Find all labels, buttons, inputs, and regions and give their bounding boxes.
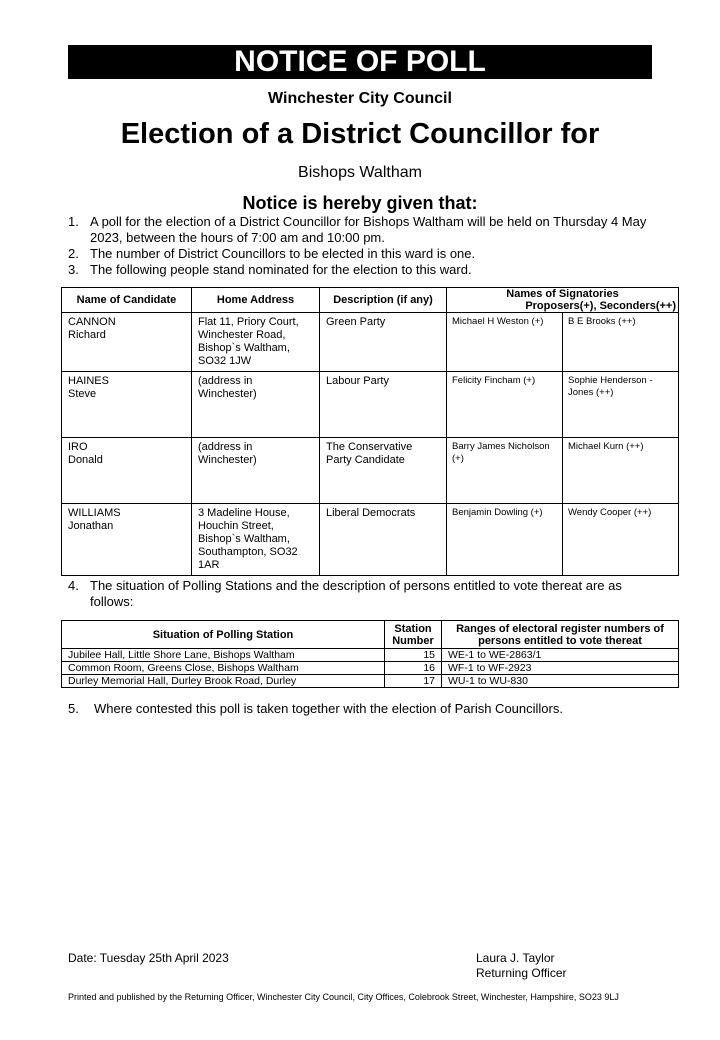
seconder: Wendy Cooper (++) [563, 504, 679, 576]
description-line: The Conservative [326, 441, 413, 453]
address-line: Flat 11, Priory Court, [198, 316, 299, 328]
table-row [62, 372, 679, 438]
item-number: 3. [68, 262, 79, 277]
notice-item-4 [68, 578, 658, 610]
station-range: WU-1 to WU-830 [442, 675, 679, 688]
description-line: Liberal Democrats [326, 507, 416, 519]
header-station-number [385, 621, 442, 649]
candidate-forename: Richard [68, 329, 106, 341]
header-ranges-line2: persons entitled to vote thereat [478, 634, 642, 647]
signer-block [476, 951, 567, 981]
signer-title: Returning Officer [476, 966, 567, 980]
station-number: 17 [385, 675, 442, 688]
proposer: Benjamin Dowling (+) [447, 504, 563, 576]
address-line: Bishop`s Waltham, [198, 342, 290, 354]
election-title: Election of a District Councillor for [120, 118, 600, 150]
station-range: WE-1 to WE-2863/1 [442, 649, 679, 662]
address-line: Houchin Street, [198, 520, 274, 532]
notice-item-5 [68, 701, 668, 717]
item-number: 5. [68, 701, 79, 716]
notice-item [68, 214, 658, 246]
candidate-name [62, 313, 192, 372]
table-header-row [62, 621, 679, 649]
item-number: 2. [68, 246, 79, 261]
candidate-description [320, 372, 447, 438]
address-line: Bishop`s Waltham, [198, 533, 290, 545]
address-line: SO32 1JW [198, 355, 252, 367]
notice-items [68, 214, 658, 278]
candidate-address [192, 313, 320, 372]
description-line: Green Party [326, 316, 386, 328]
address-line: Winchester Road, [198, 329, 286, 341]
candidates-table [61, 287, 679, 576]
candidate-name [62, 372, 192, 438]
seconder: Sophie Henderson - Jones (++) [563, 372, 679, 438]
proposer: Felicity Fincham (+) [447, 372, 563, 438]
header-ranges [442, 621, 679, 649]
item-text: The situation of Polling Stations and the description of persons entitled to vote thereat are as follows: [90, 578, 622, 609]
candidate-description [320, 438, 447, 504]
notice-item [68, 246, 658, 262]
candidate-description [320, 504, 447, 576]
header-number-line1: Station [394, 622, 432, 635]
header-description: Description (if any) [320, 288, 447, 313]
item-number: 1. [68, 214, 79, 229]
table-row [62, 662, 679, 675]
header-name: Name of Candidate [62, 288, 192, 313]
candidate-surname: IRO [68, 441, 88, 453]
ward-name: Bishops Waltham [298, 164, 422, 181]
candidate-forename: Jonathan [68, 520, 114, 532]
station-situation: Durley Memorial Hall, Durley Brook Road, Durley [62, 675, 385, 688]
address-line: (address in [198, 441, 253, 453]
council-name: Winchester City Council [268, 90, 452, 107]
table-row [62, 649, 679, 662]
candidate-address [192, 372, 320, 438]
header-signatories-line1: Names of Signatories [506, 288, 619, 300]
proposer: Barry James Nicholson (+) [447, 438, 563, 504]
table-row [62, 504, 679, 576]
table-row [62, 675, 679, 688]
description-line: Party Candidate [326, 454, 405, 466]
header-address: Home Address [192, 288, 320, 313]
candidate-name [62, 504, 192, 576]
seconder: B E Brooks (++) [563, 313, 679, 372]
address-line: Winchester) [198, 388, 257, 400]
address-line: (address in [198, 375, 253, 387]
header-number-line2: Number [392, 634, 434, 647]
table-row [62, 313, 679, 372]
station-range: WF-1 to WF-2923 [442, 662, 679, 675]
notice-banner: NOTICE OF POLL [68, 45, 652, 79]
header-situation: Situation of Polling Station [62, 621, 385, 649]
item-text: Where contested this poll is taken together with the election of Parish Councillors. [94, 701, 563, 716]
item-text: The number of District Councillors to be elected in this ward is one. [90, 246, 476, 261]
address-line: Southampton, SO32 [198, 546, 298, 558]
station-situation: Jubilee Hall, Little Shore Lane, Bishops Waltham [62, 649, 385, 662]
item-text: The following people stand nominated for the election to this ward. [90, 262, 472, 277]
imprint-footer: Printed and published by the Returning Officer, Winchester City Council, City Offices, Colebrook Street, Winchester, Hampshire, SO23 9LJ [68, 992, 619, 1002]
table-header-row [62, 288, 679, 313]
notice-heading: Notice is hereby given that: [242, 193, 478, 213]
candidate-name [62, 438, 192, 504]
header-signatories [447, 288, 679, 313]
address-line: 3 Madeline House, [198, 507, 290, 519]
candidate-description [320, 313, 447, 372]
station-situation: Common Room, Greens Close, Bishops Waltham [62, 662, 385, 675]
header-ranges-line1: Ranges of electoral register numbers of [456, 622, 664, 635]
address-line: Winchester) [198, 454, 257, 466]
item-number: 4. [68, 578, 79, 593]
candidate-address [192, 438, 320, 504]
candidate-forename: Steve [68, 388, 97, 400]
candidate-forename: Donald [68, 454, 103, 466]
header-signatories-line2: Proposers(+), Seconders(++) [525, 300, 677, 312]
candidate-surname: WILLIAMS [68, 507, 121, 519]
station-number: 15 [385, 649, 442, 662]
candidate-surname: HAINES [68, 375, 109, 387]
seconder: Michael Kurn (++) [563, 438, 679, 504]
description-line: Labour Party [326, 375, 389, 387]
item-text: A poll for the election of a District Councillor for Bishops Waltham will be held on Thursday 4 May 2023, between the hours of 7:00 am and 10:00 pm. [90, 214, 647, 245]
candidate-address [192, 504, 320, 576]
station-number: 16 [385, 662, 442, 675]
table-row [62, 438, 679, 504]
candidate-surname: CANNON [68, 316, 116, 328]
notice-item [68, 262, 658, 278]
address-line: 1AR [198, 559, 220, 571]
proposer: Michael H Weston (+) [447, 313, 563, 372]
notice-date: Date: Tuesday 25th April 2023 [68, 951, 229, 965]
polling-stations-table [61, 620, 679, 688]
signer-name: Laura J. Taylor [476, 951, 555, 965]
